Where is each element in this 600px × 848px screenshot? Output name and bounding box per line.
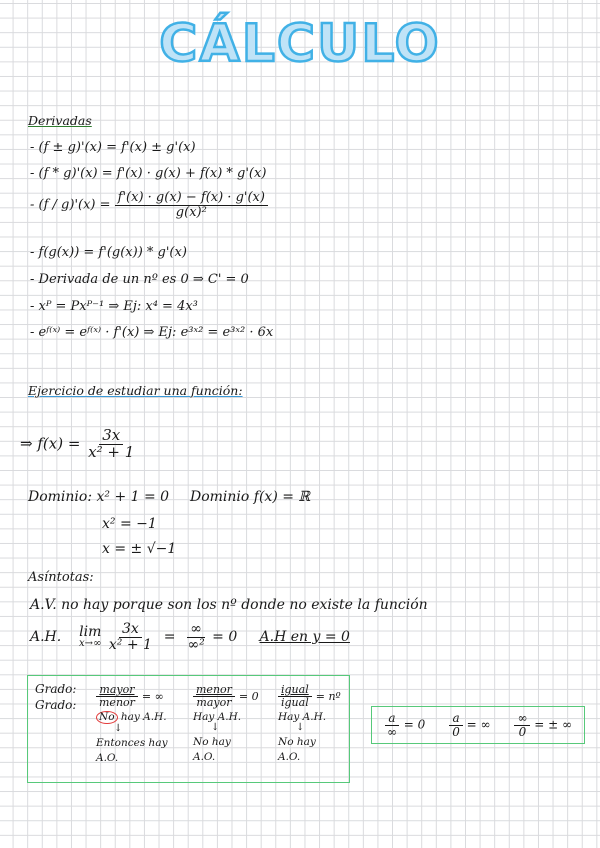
ah-inf-numerator: ∞ [187,622,205,638]
page-title: CÁLCULO [159,14,441,74]
rule-product: - (f * g)'(x) = f'(x) · g(x) + f(x) * g'(x) [30,166,267,181]
inf-rule-den: ∞ [386,724,397,739]
ah-denominator: x² + 1 [108,636,152,653]
grado-col-num: igual [278,684,312,697]
quotient-fraction [115,191,268,219]
grado-col-result: = nº [315,689,341,703]
grado-col-conclusion-2: A.O. [96,752,119,765]
inf-rule [449,712,490,738]
function-prefix: ⇒ f(x) = [20,434,81,453]
grado-label-1: Grado: [35,682,77,696]
function-denominator: x² + 1 [88,442,135,461]
grado-col-conclusion-1: No hay [278,736,316,749]
rule-sum: - (f ± g)'(x) = f'(x) ± g'(x) [30,140,196,155]
grado-col-result: = 0 [238,689,259,703]
av-line: A.V. no hay porque son los nº donde no existe la función [30,597,428,613]
inf-rule [514,712,572,738]
ah-equals-zero: = 0 [212,629,238,646]
inf-rule-result: = ∞ [466,717,491,732]
function-definition [20,428,137,461]
grado-col-num: mayor [96,684,137,697]
grado-col-note: hay A.H. [120,711,167,724]
inf-rule-num: a [385,712,398,726]
grado-col-menor [193,684,259,763]
grado-col-result: = ∞ [141,689,164,703]
rule-exponential: - eᶠ⁽ˣ⁾ = eᶠ⁽ˣ⁾ · f'(x) ⇒ Ej: e³ˣ² = e³ˣ² · 6x [30,325,274,340]
dominio-step-3: x = ± √−1 [102,541,177,557]
ah-fraction [106,622,155,652]
down-arrow-icon: ↓ [114,723,123,735]
down-arrow-icon: ↓ [211,722,220,734]
no-circled: No [96,711,118,724]
inf-rule-result: = 0 [403,717,426,732]
ah-lim-sub: x→∞ [79,638,102,650]
dominio-equation: Dominio: x² + 1 = 0 [28,489,170,505]
rule-quotient [30,191,268,219]
quotient-numerator: f'(x) · g(x) − f(x) · g'(x) [115,191,268,206]
dominio-result: Dominio f(x) = ℝ [190,489,311,505]
grado-col-den: mayor [196,695,232,709]
grado-label-2: Grado: [35,698,77,712]
inf-rule-result: = ± ∞ [534,717,573,732]
grado-col-conclusion-1: No hay [193,736,231,749]
inf-rule-num: ∞ [514,712,530,726]
inf-rule-den: 0 [452,724,460,739]
dominio-step-2: x² = −1 [102,516,157,532]
function-fraction [85,428,137,461]
rule-constant: - Derivada de un nº es 0 ⇒ C' = 0 [30,272,249,287]
grado-col-conclusion-2: A.O. [278,751,301,764]
quotient-denominator: g(x)² [175,204,207,220]
grado-col-note: Hay A.H. [278,711,327,724]
grado-col-den: igual [281,695,309,709]
grado-summary-box [27,675,350,783]
infinity-rules-box [371,706,585,744]
inf-rule-den: 0 [518,724,527,739]
ah-inf-denominator: ∞² [187,636,205,653]
grado-col-conclusion-1: Entonces hay [96,737,168,750]
grado-col-den: menor [99,695,135,709]
grado-col-note: Hay A.H. [193,711,242,724]
ah-line: A.H. lim x→∞ $\frac{3x}{\text{x² + 1}}$ = $\frac{\infty}{\text{∞²}}$ = 0 A.H en y = 0 [30,621,350,653]
rule-power: - xᴾ = Pxᴾ⁻¹ ⇒ Ej: x⁴ = 4x³ [30,299,198,314]
rule-chain: - f(g(x)) = f'(g(x)) * g'(x) [30,245,187,260]
ah-label: A.H. [30,629,62,646]
inf-rule [384,712,425,738]
inf-rule-num: a [449,712,462,726]
function-numerator: 3x [99,428,123,445]
grado-col-igual [278,684,341,763]
ah-numerator: 3x [119,622,142,638]
ejercicio-heading: Ejercicio de estudiar una función: [28,383,243,398]
ah-limit [79,625,101,650]
ah-lim-word: lim [79,623,102,640]
grado-col-num: menor [193,684,235,697]
ah-inf-fraction [184,622,207,652]
rule-quotient-lhs: - (f / g)'(x) = [30,197,111,213]
grado-labels [35,681,76,713]
asintotas-heading: Asíntotas: [28,570,94,585]
down-arrow-icon: ↓ [296,722,305,734]
grado-col-conclusion-2: A.O. [193,751,216,764]
ah-result: A.H en y = 0 [259,629,350,646]
derivadas-heading: Derivadas [28,113,92,128]
grado-col-mayor [96,684,168,764]
